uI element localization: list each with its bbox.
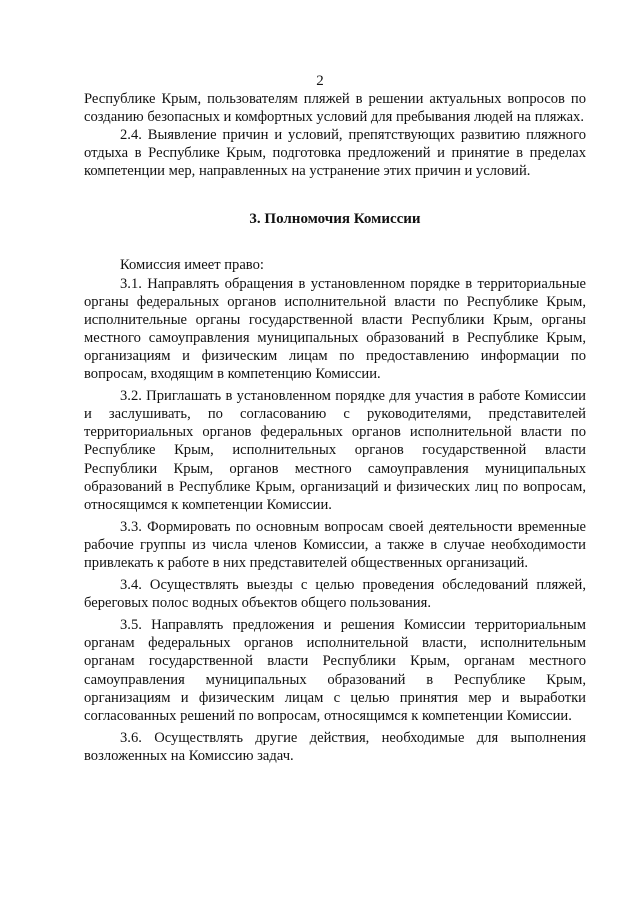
document-body: [84, 90, 586, 765]
clause-3-6: 3.6. Осуществлять другие действия, необходимые для выполнения возложенных на Комиссию задач.: [84, 729, 586, 764]
paragraph-2-4: 2.4. Выявление причин и условий, препятствующих развитию пляжного отдыха в Республике Крым, подготовка предложений и принятие в пределах компетенции мер, направленных на устранение этих причин и условий.: [84, 127, 586, 180]
clause-3-2: 3.2. Приглашать в установленном порядке для участия в работе Комиссии и заслушивать, по согласованию с руководителями, представителей территориальных органов федеральных органов исполнительной власти по Республике Крым, исполнительных органов государственной власти Республики Крым, органов местного самоуправления муниципальных образований в Республике Крым, организаций и физических лиц по вопросам, относящимся к компетенции Комиссии.: [84, 388, 586, 513]
clause-3-1: 3.1. Направлять обращения в установленном порядке в территориальные органы федеральных органов исполнительной власти по Республике Крым, исполнительные органы государственной власти Республики Крым, органы местного самоуправления муниципальных образований в Республике Крым, организациям и физическим лицам по предоставлению информации по вопросам, входящим в компетенцию Комиссии.: [84, 275, 586, 383]
clause-3-4: 3.4. Осуществлять выезды с целью проведения обследований пляжей, береговых полос водных объектов общего пользования.: [84, 577, 586, 612]
page-number: 2: [316, 73, 324, 89]
clause-3-5: 3.5. Направлять предложения и решения Комиссии территориальным органам федеральных органов исполнительной власти, исполнительным органам государственной власти Республики Крым, органам местного самоуправления муниципальных образований в Республике Крым, организациям и физическим лицам с целью принятия мер и выработки согласованных решений по вопросам, относящимся к компетенции Комиссии.: [84, 617, 586, 724]
paragraph-continuation: Республике Крым, пользователям пляжей в решении актуальных вопросов по созданию безопасных и комфортных условий для пребывания людей на пляжах.: [84, 91, 586, 126]
clause-3-3: 3.3. Формировать по основным вопросам своей деятельности временные рабочие группы из числа членов Комиссии, а также в случае необходимости привлекать к работе в них представителей общественных организаций.: [84, 518, 586, 571]
section-intro: Комиссия имеет право:: [120, 257, 264, 274]
section-title: 3. Полномочия Комиссии: [249, 211, 421, 228]
